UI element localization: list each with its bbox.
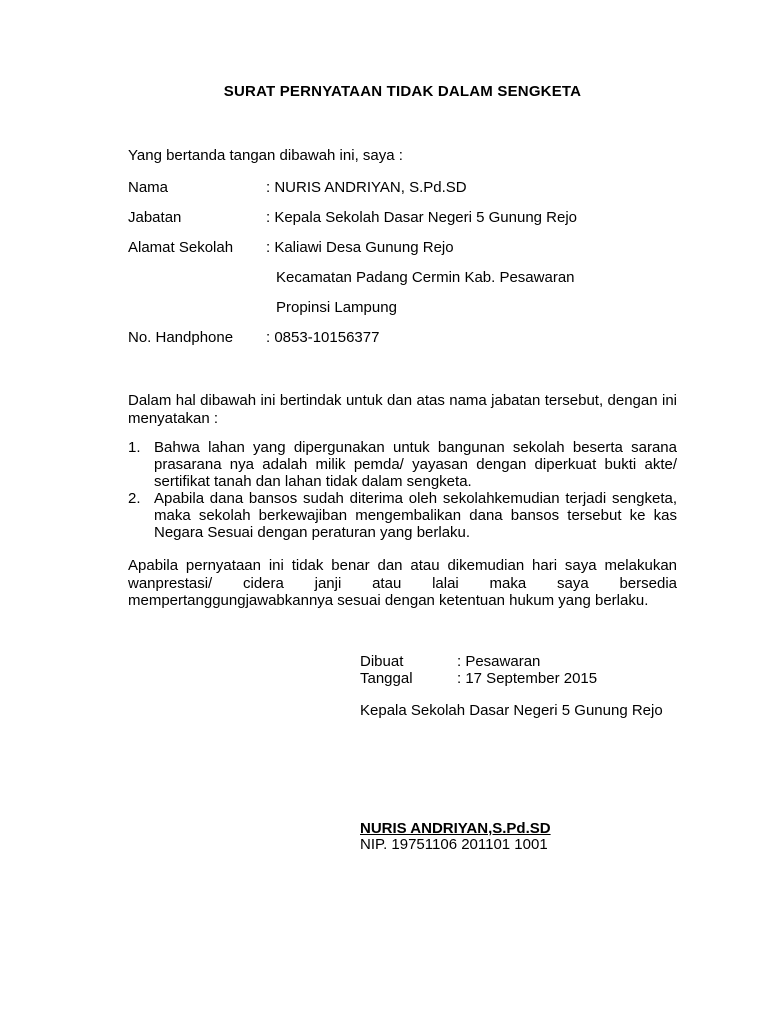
point-number-1: 1. [128, 439, 141, 456]
point-text-2: Apabila dana bansos sudah diterima oleh sekolahkemudian terjadi sengketa, maka sekolah berkewajiban mengembalikan dana bansos tersebut ke kas Negara Sesuai dengan peraturan yang berlaku. [154, 490, 677, 541]
signature-row-tanggal [360, 670, 677, 687]
signature-value-dibuat: : Pesawaran [457, 652, 541, 670]
field-row-jabatan [128, 209, 677, 227]
field-value-alamat-line2: Kecamatan Padang Cermin Kab. Pesawaran [276, 269, 575, 286]
document-title: SURAT PERNYATAAN TIDAK DALAM SENGKETA [223, 83, 582, 100]
signature-label-tanggal: Tanggal [360, 669, 413, 687]
signature-position: Kepala Sekolah Dasar Negeri 5 Gunung Rejo [360, 701, 663, 719]
statement-intro: Dalam hal dibawah ini bertindak untuk dan atas nama jabatan tersebut, dengan ini menyatakan : [128, 392, 677, 427]
field-row-alamat-line3 [128, 299, 677, 317]
signature-name: NURIS ANDRIYAN,S.Pd.SD [360, 819, 551, 837]
statement-point-2 [128, 490, 677, 541]
field-value-alamat-sekolah: : Kaliawi Desa Gunung Rejo [266, 239, 454, 256]
field-value-alamat-line3: Propinsi Lampung [276, 299, 397, 316]
signature-label-dibuat: Dibuat [360, 652, 404, 670]
field-row-handphone [128, 329, 677, 347]
field-row-nama [128, 179, 677, 197]
field-label-spacer [128, 299, 276, 317]
signature-value-tanggal: : 17 September 2015 [457, 669, 598, 687]
point-number-2: 2. [128, 490, 141, 507]
point-text-1: Bahwa lahan yang dipergunakan untuk bangunan sekolah beserta sarana prasarana nya adalah milik pemda/ yayasan dengan diperkuat bukti akte/ sertifikat tanah dan lahan tidak dalam sengketa. [154, 439, 677, 490]
opening-line: Yang bertanda tangan dibawah ini, saya : [128, 147, 403, 164]
closing-paragraph: Apabila pernyataan ini tidak benar dan atau dikemudian hari saya melakukan wanprestasi/ cidera janji atau lalai maka saya bersedia mempertanggungjawabkannya sesuai dengan ketentuan hukum yang berlaku. [128, 557, 677, 609]
field-value-jabatan: : Kepala Sekolah Dasar Negeri 5 Gunung Rejo [266, 209, 578, 226]
field-row-alamat-line2 [128, 269, 677, 287]
statement-points [128, 439, 677, 541]
statement-point-1 [128, 439, 677, 490]
field-label-spacer [128, 269, 276, 287]
field-label-jabatan: Jabatan [128, 209, 182, 226]
signature-nip: NIP. 19751106 201101 1001 [360, 835, 548, 853]
field-label-alamat-sekolah: Alamat Sekolah [128, 239, 234, 256]
field-value-handphone: : 0853-10156377 [266, 329, 380, 346]
field-value-nama: : NURIS ANDRIYAN, S.Pd.SD [266, 179, 467, 196]
field-label-nama: Nama [128, 179, 169, 196]
signature-row-dibuat [360, 653, 677, 670]
field-row-alamat-sekolah [128, 239, 677, 257]
signature-block [360, 653, 677, 853]
field-label-handphone: No. Handphone [128, 329, 234, 346]
signature-space [360, 719, 677, 821]
